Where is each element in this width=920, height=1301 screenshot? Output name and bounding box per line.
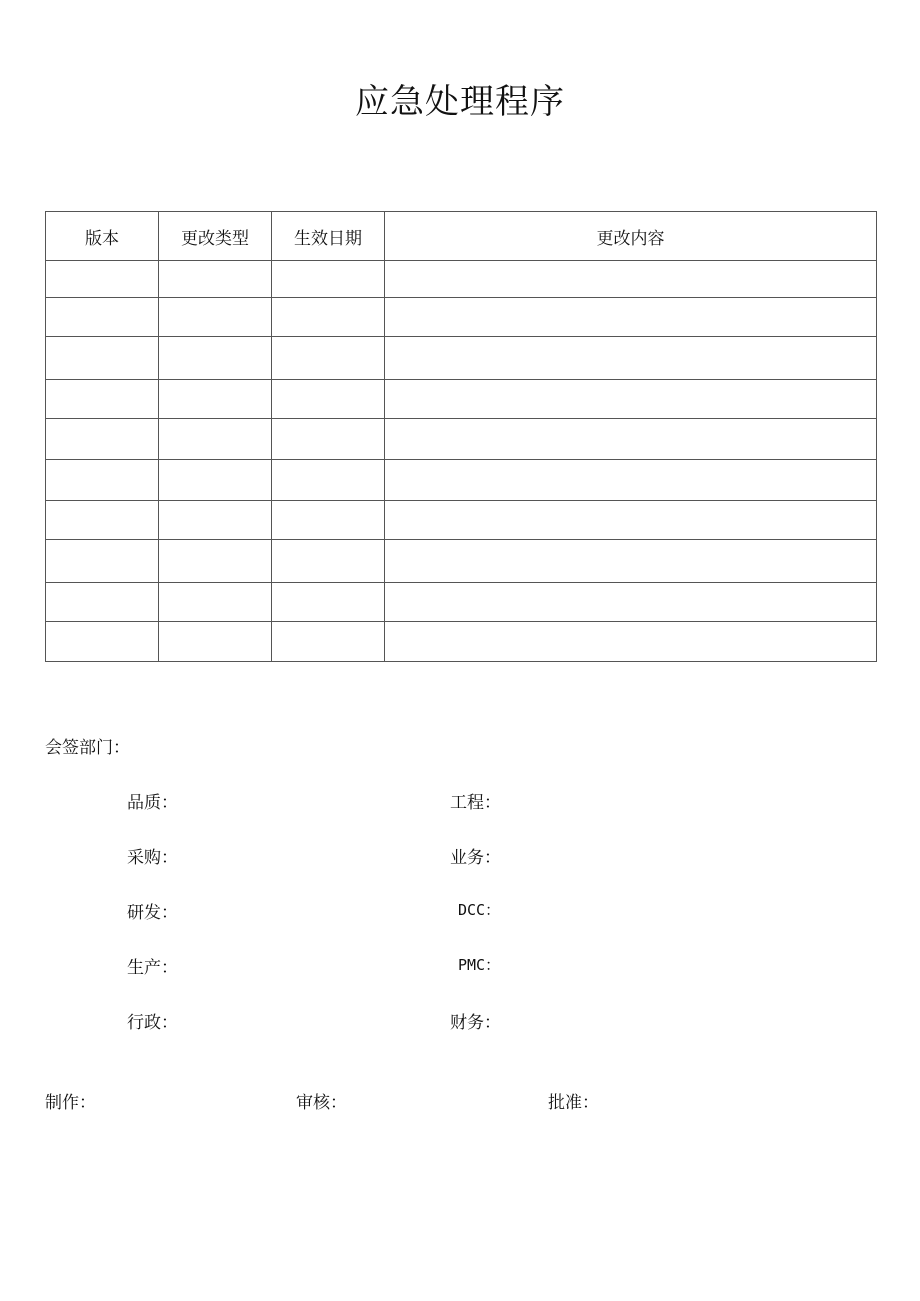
table-cell[interactable] <box>46 261 159 298</box>
table-cell[interactable] <box>46 337 159 380</box>
table-cell[interactable] <box>46 583 159 622</box>
table-cell[interactable] <box>159 261 272 298</box>
countersign-heading: 会签部门： <box>45 738 130 758</box>
table-cell[interactable] <box>272 501 385 540</box>
table-cell[interactable] <box>272 622 385 662</box>
header-change-content: 更改内容 <box>385 212 877 261</box>
dept-production-label: 生产： <box>127 958 178 978</box>
header-effective-date: 生效日期 <box>272 212 385 261</box>
table-row <box>46 622 877 662</box>
table-cell[interactable] <box>385 337 877 380</box>
table-cell[interactable] <box>46 622 159 662</box>
document-title: 应急处理程序 <box>355 82 565 122</box>
table-cell[interactable] <box>272 261 385 298</box>
table-row <box>46 298 877 337</box>
table-cell[interactable] <box>159 583 272 622</box>
table-cell[interactable] <box>272 298 385 337</box>
table-header-row <box>46 212 877 261</box>
table-cell[interactable] <box>385 298 877 337</box>
header-change-type: 更改类型 <box>159 212 272 261</box>
header-version: 版本 <box>46 212 159 261</box>
table-cell[interactable] <box>46 460 159 501</box>
dept-admin-label: 行政： <box>127 1013 178 1033</box>
dept-purchasing-label: 采购： <box>127 848 178 868</box>
table-cell[interactable] <box>159 501 272 540</box>
table-cell[interactable] <box>46 380 159 419</box>
dept-sales-label: 业务： <box>450 848 501 868</box>
table-cell[interactable] <box>385 419 877 460</box>
table-cell[interactable] <box>46 501 159 540</box>
dept-engineering-label: 工程： <box>450 793 501 813</box>
dept-finance-label: 财务： <box>450 1013 501 1033</box>
table-row <box>46 583 877 622</box>
table-cell[interactable] <box>159 337 272 380</box>
table-row <box>46 540 877 583</box>
table-cell[interactable] <box>385 380 877 419</box>
dept-rnd-label: 研发： <box>127 903 178 923</box>
table-cell[interactable] <box>159 622 272 662</box>
table-cell[interactable] <box>272 380 385 419</box>
table-cell[interactable] <box>272 583 385 622</box>
revision-table <box>45 211 877 662</box>
table-row <box>46 501 877 540</box>
table-cell[interactable] <box>272 419 385 460</box>
made-by-label: 制作： <box>45 1093 96 1113</box>
table-cell[interactable] <box>159 460 272 501</box>
table-cell[interactable] <box>46 540 159 583</box>
table-cell[interactable] <box>385 540 877 583</box>
table-cell[interactable] <box>46 298 159 337</box>
approved-by-label: 批准： <box>548 1093 599 1113</box>
table-cell[interactable] <box>272 540 385 583</box>
table-cell[interactable] <box>159 540 272 583</box>
table-cell[interactable] <box>159 298 272 337</box>
table-cell[interactable] <box>385 501 877 540</box>
table-row <box>46 380 877 419</box>
table-cell[interactable] <box>159 419 272 460</box>
table-row <box>46 261 877 298</box>
table-row <box>46 419 877 460</box>
table-row <box>46 337 877 380</box>
dept-quality-label: 品质： <box>127 793 178 813</box>
reviewed-by-label: 审核： <box>296 1093 347 1113</box>
dept-dcc-label: DCC： <box>458 901 501 919</box>
table-cell[interactable] <box>46 419 159 460</box>
dept-pmc-label: PMC： <box>458 956 501 974</box>
table-cell[interactable] <box>272 460 385 501</box>
table-cell[interactable] <box>272 337 385 380</box>
table-cell[interactable] <box>385 622 877 662</box>
table-cell[interactable] <box>385 583 877 622</box>
table-row <box>46 460 877 501</box>
table-cell[interactable] <box>159 380 272 419</box>
table-cell[interactable] <box>385 460 877 501</box>
table-cell[interactable] <box>385 261 877 298</box>
